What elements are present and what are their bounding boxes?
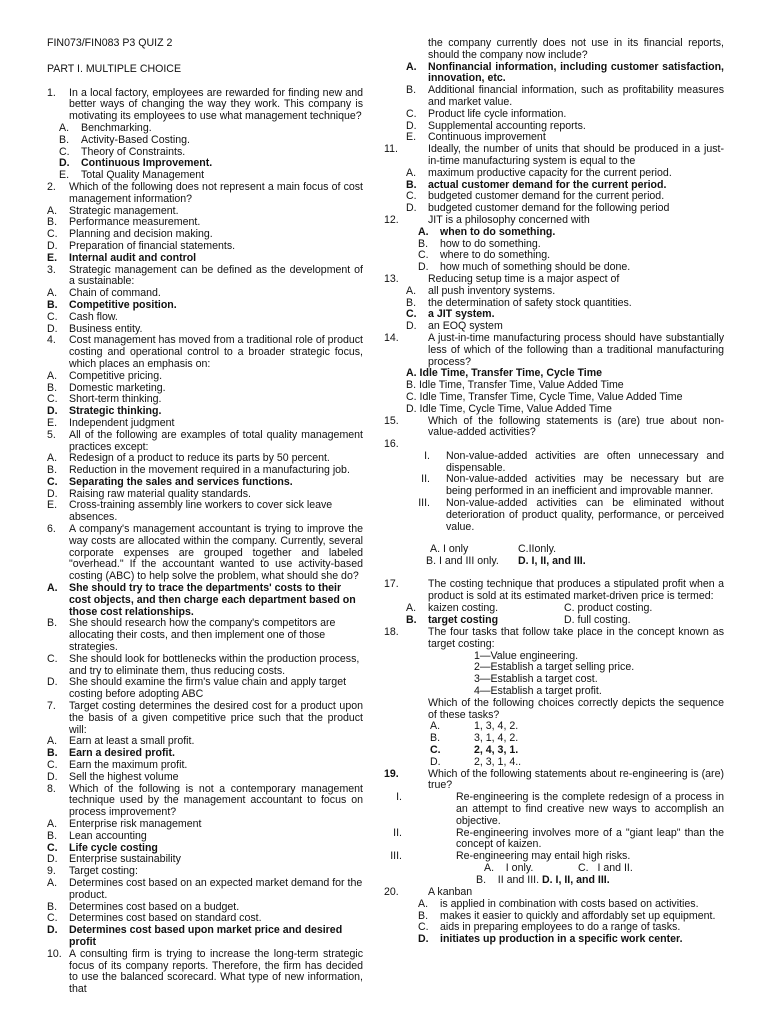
- option[interactable]: C. Idle Time, Transfer Time, Cycle Time, Value Added Time: [406, 390, 683, 403]
- option[interactable]: B. how to do something.: [418, 237, 541, 250]
- option[interactable]: A. Strategic management.: [47, 204, 179, 217]
- question-number: 1.: [47, 86, 56, 99]
- option[interactable]: D. Supplemental accounting reports.: [406, 119, 586, 132]
- statement: III. Non-value-added activities can be eliminated without deterioration of product quality, performance, or perceived value.: [418, 497, 724, 533]
- question-3: 3. Strategic management can be defined as the development of a sustainable:: [47, 263, 363, 288]
- option-answer[interactable]: A. She should try to trace the departments' costs to their cost objects, and then charge each department based on those cost relationships.: [47, 582, 356, 618]
- question-11: 11. Ideally, the number of units that should be produced in a just-in-time manufacturing system is equal to the: [384, 143, 724, 167]
- option[interactable]: B. Activity-Based Costing.: [59, 133, 190, 146]
- option[interactable]: D. budgeted customer demand for the following period: [406, 202, 670, 215]
- choice-row: [406, 556, 724, 568]
- option[interactable]: A. I only.: [484, 862, 534, 874]
- option[interactable]: B. 3, 1, 4, 2.: [430, 732, 519, 745]
- option-answer[interactable]: D. I, II, and III.: [518, 555, 586, 568]
- option[interactable]: D. Business entity.: [47, 322, 143, 335]
- step: 3—Establish a target cost.: [474, 673, 598, 686]
- option[interactable]: C. where to do something.: [418, 249, 551, 262]
- option[interactable]: B. She should research how the company's competitors are allocating their costs, and then implement one of those strategies.: [47, 617, 336, 654]
- option[interactable]: A. 1, 3, 4, 2.: [430, 720, 519, 733]
- option[interactable]: D. Enterprise sustainability: [47, 853, 181, 866]
- option[interactable]: A. kaizen costing.: [406, 602, 499, 615]
- option[interactable]: B. the determination of safety stock quantities.: [406, 296, 632, 309]
- option[interactable]: C. She should look for bottlenecks within the production process, and try to eliminate them, thus reducing costs.: [47, 652, 360, 677]
- option[interactable]: A. Earn at least a small profit.: [47, 735, 195, 748]
- option[interactable]: B. Domestic marketing.: [47, 381, 166, 394]
- option[interactable]: B. Idle Time, Transfer Time, Value Added Time: [406, 379, 624, 392]
- option[interactable]: D. She should examine the firm's value chain and apply target costing before adopting ABC: [47, 676, 347, 701]
- option-answer[interactable]: C. 2, 4, 3, 1.: [430, 744, 519, 757]
- option-answer[interactable]: D. Continuous Improvement.: [59, 157, 213, 170]
- option-answer[interactable]: C. Life cycle costing: [47, 841, 158, 854]
- option[interactable]: C. Earn the maximum profit.: [47, 759, 188, 772]
- option-answer[interactable]: A. Idle Time, Transfer Time, Cycle Time: [406, 367, 603, 380]
- option[interactable]: C.IIonly.: [518, 543, 557, 556]
- option[interactable]: C. budgeted customer demand for the current period.: [406, 190, 665, 203]
- question-10-continued: the company currently does not use in its financial reports, should the company now include?: [428, 37, 724, 61]
- option-answer[interactable]: B. target costing: [406, 614, 499, 627]
- option-answer[interactable]: D. Strategic thinking.: [47, 405, 162, 418]
- option[interactable]: D. Raising raw material quality standards.: [47, 487, 251, 500]
- option[interactable]: B. I and III only.: [426, 555, 499, 568]
- option[interactable]: C. Short-term thinking.: [47, 393, 162, 406]
- option[interactable]: A. Competitive pricing.: [47, 369, 163, 382]
- question-16: 16.: [384, 438, 399, 451]
- question-text: In a local factory, employees are rewarded for finding new and better ways of changing the way they work. This company is motivating its employees to use what management technique?: [69, 86, 363, 123]
- statement: I. Re-engineering is the complete redesign of a process in an attempt to find creative new ways to accomplish an objective.: [396, 791, 724, 827]
- question-12: 12. JIT is a philosophy concerned with: [384, 213, 590, 226]
- question-19: 19. Which of the following statements about re-engineering is (are) true?: [384, 767, 724, 792]
- option[interactable]: D. Preparation of financial statements.: [47, 239, 236, 252]
- option[interactable]: A. all push inventory systems.: [406, 284, 556, 297]
- option[interactable]: C. product costing.: [564, 602, 653, 615]
- option[interactable]: E. Independent judgment: [47, 416, 175, 429]
- statement: II. Non-value-added activities may be necessary but are being performed in an inefficient and improvable manner.: [421, 473, 724, 498]
- option[interactable]: C. Product life cycle information.: [406, 107, 567, 120]
- option[interactable]: E. Total Quality Management: [59, 169, 205, 182]
- option-answer[interactable]: D. initiates up production in a specific work center.: [418, 933, 683, 946]
- option[interactable]: B. Lean accounting: [47, 829, 147, 842]
- question-13: 13. Reducing setup time is a major aspect of: [384, 272, 620, 285]
- option[interactable]: A. is applied in combination with costs based on activities.: [418, 897, 699, 910]
- option[interactable]: D. Idle Time, Cycle Time, Value Added Time: [406, 402, 612, 415]
- option[interactable]: C. Cash flow.: [47, 310, 118, 323]
- step: 2—Establish a target selling price.: [474, 661, 635, 674]
- right-column: [384, 37, 724, 946]
- question-18-prompt: Which of the following choices correctly depicts the sequence of these tasks?: [428, 696, 724, 721]
- option-answer[interactable]: A. Nonfinancial information, including customer satisfaction, innovation, etc.: [406, 60, 724, 85]
- question-9: 9. Target costing:: [47, 865, 138, 878]
- statement: I. Non-value-added activities are often unnecessary and dispensable.: [424, 449, 724, 474]
- option-answer[interactable]: C. a JIT system.: [406, 308, 495, 321]
- option[interactable]: A. Benchmarking.: [59, 121, 152, 134]
- question-8: 8. Which of the following is not a contemporary management technique used by the management accountant to focus on process improvement?: [47, 782, 363, 819]
- option-answer[interactable]: B. actual customer demand for the current period.: [406, 178, 667, 191]
- question-18: 18. The four tasks that follow take place in the concept known as target costing:: [384, 626, 724, 650]
- quiz-title: FIN073/FIN083 P3 QUIZ 2: [47, 37, 173, 49]
- option[interactable]: C. Determines cost based on standard cost.: [47, 912, 262, 925]
- question-4: 4. Cost management has moved from a traditional role of product costing and operational control to a broader strategic focus, which places an emphasis on:: [47, 334, 363, 370]
- question-20: 20. A kanban: [384, 886, 473, 898]
- option[interactable]: B. Reduction in the movement required in a manufacturing job.: [47, 464, 350, 477]
- option[interactable]: C. I and II.: [578, 862, 633, 874]
- step: 4—Establish a target profit.: [474, 685, 602, 698]
- option[interactable]: D. full costing.: [564, 614, 631, 627]
- option-answer[interactable]: D. I, II, and III.: [542, 874, 610, 886]
- question-15: 15. Which of the following statements is (are) true about non-value-added activities?: [384, 414, 724, 439]
- question-6: 6. A company's management accountant is trying to improve the way costs are allocated within the company. Currently, several corporate expenses are grouped together and labeled "overhead." If the accountant wanted to use activity-based costing (ABC) to help solve the problem, what should she do?: [47, 523, 363, 583]
- option-answer[interactable]: B. Competitive position.: [47, 298, 177, 311]
- option-answer[interactable]: B. Earn a desired profit.: [47, 747, 175, 760]
- question-1: [47, 88, 363, 123]
- option-answer[interactable]: E. Internal audit and control: [47, 251, 197, 264]
- option[interactable]: A. maximum productive capacity for the current period.: [406, 166, 672, 179]
- option[interactable]: A. Determines cost based on an expected market demand for the product.: [47, 876, 363, 901]
- option[interactable]: B. makes it easier to quickly and affordably set up equipment.: [418, 909, 716, 922]
- question-10: 10. A consulting firm is trying to increase the long-term strategic focus of its company reports. Therefore, the firm has decided to use the balanced scorecard. What type of new information, that: [47, 947, 363, 996]
- option[interactable]: D. 2, 3, 1, 4..: [430, 755, 522, 768]
- option[interactable]: E. Continuous improvement: [406, 131, 546, 144]
- part-heading: PART I. MULTIPLE CHOICE: [47, 62, 182, 75]
- option[interactable]: D. how much of something should be done.: [418, 261, 631, 274]
- option[interactable]: B. Additional financial information, such as profitability measures and market value.: [406, 84, 724, 108]
- option[interactable]: D. an EOQ system: [406, 320, 503, 333]
- option[interactable]: C. Planning and decision making.: [47, 228, 213, 241]
- option[interactable]: A. I only: [430, 543, 469, 556]
- option[interactable]: A. Redesign of a product to reduce its parts by 50 percent.: [47, 452, 330, 465]
- option[interactable]: A. Enterprise risk management: [47, 818, 202, 830]
- option-answer[interactable]: C. Separating the sales and services functions.: [47, 475, 293, 488]
- option-answer[interactable]: A. when to do something.: [418, 225, 556, 238]
- option-answer[interactable]: D. Determines cost based upon market price and desired profit: [47, 924, 343, 948]
- option[interactable]: C. Theory of Constraints.: [59, 145, 186, 158]
- left-column: [47, 38, 363, 996]
- option[interactable]: B. Determines cost based on a budget.: [47, 900, 240, 913]
- question-5: 5. All of the following are examples of total quality management practices except:: [47, 428, 363, 453]
- option[interactable]: B. II and III.: [476, 874, 540, 886]
- option[interactable]: A. Chain of command.: [47, 287, 161, 300]
- question-2: 2. Which of the following does not represent a main focus of cost management information?: [47, 180, 363, 205]
- option[interactable]: D. Sell the highest volume: [47, 770, 179, 783]
- question-7: 7. Target costing determines the desired cost for a product upon the basis of a given competitive price such that the product will:: [47, 700, 363, 736]
- step: 1—Value engineering.: [474, 649, 579, 662]
- statement: III. Re-engineering may entail high risks.: [390, 850, 631, 863]
- question-14: 14. A just-in-time manufacturing process should have substantially less of which of the following than a traditional manufacturing process?: [384, 331, 724, 368]
- option[interactable]: B. Performance measurement.: [47, 216, 201, 229]
- option[interactable]: C. aids in preparing employees to do a range of tasks.: [418, 921, 681, 934]
- question-17: 17. The costing technique that produces a stipulated profit when a product is sold at its estimated market-driven price is termed:: [384, 578, 724, 603]
- statement: II. Re-engineering involves more of a "giant leap" than the concept of kaizen.: [393, 826, 724, 851]
- option[interactable]: E. Cross-training assembly line workers to cover sick leave absences.: [47, 499, 333, 524]
